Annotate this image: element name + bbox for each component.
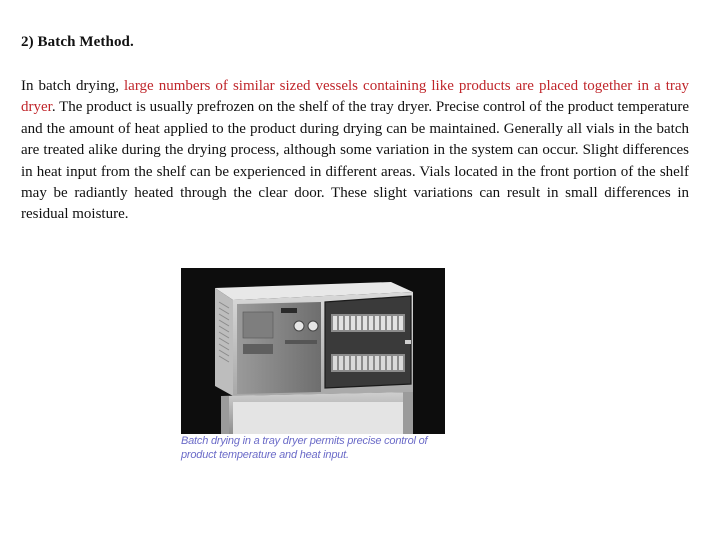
- paragraph-rest: . The product is usually prefrozen on the shelf of the tray dryer. Precise control of the product temperature and the amount of heat applied to the product during drying can be maintained. Generally all vials in the batch are treated alike during the drying process, although some variation in the system can occur. Slight differences in heat input from the shelf can be experienced in different areas. Vials located in the front portion of the shelf may be radiantly heated through the clear door. These slight variations can result in small differences in residual moisture.: [21, 99, 689, 223]
- figure: [181, 268, 445, 464]
- section-heading: 2) Batch Method.: [21, 34, 134, 50]
- body-paragraph: [21, 76, 689, 226]
- paragraph-intro: In batch drying,: [21, 78, 124, 94]
- figure-caption: Batch drying in a tray dryer permits precise control of product temperature and heat input.: [181, 435, 428, 461]
- tray-dryer-photo: [181, 268, 445, 434]
- paragraph-highlight: large numbers of similar sized vessels containing like products are placed together in a tray dryer: [21, 78, 690, 116]
